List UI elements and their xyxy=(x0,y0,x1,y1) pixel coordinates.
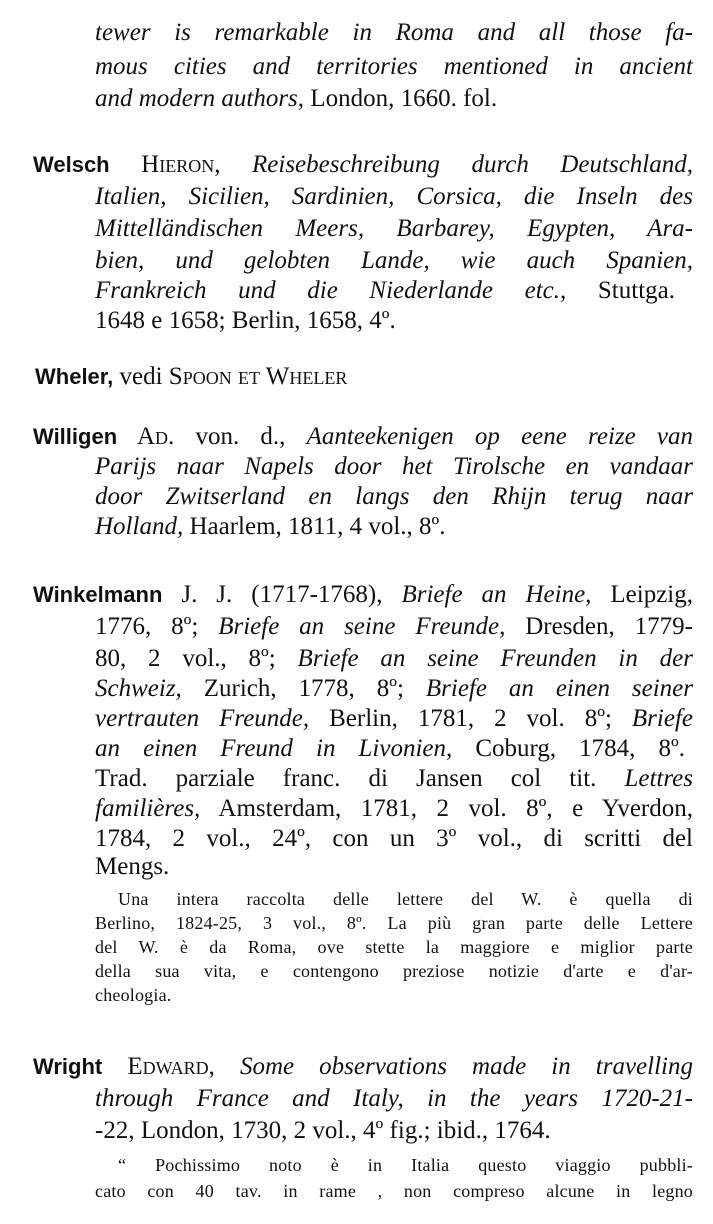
text-segment: 1776, 8º; xyxy=(95,613,219,640)
text-line xyxy=(95,612,693,642)
text-segment: Lettres xyxy=(624,765,693,792)
text-segment: Briefe an seine Freunden in der xyxy=(297,645,693,672)
text-segment: Aanteekenigen op eene reize van xyxy=(306,423,693,450)
text-line xyxy=(95,794,693,824)
text-line xyxy=(95,734,685,764)
text-segment: 1648 e 1658; Berlin, 1658, 4º. xyxy=(95,307,396,334)
text-segment: bien, und gelobten Lande, wie auch Spanien, xyxy=(95,247,693,274)
text-line xyxy=(95,644,693,674)
text-segment: familières, xyxy=(95,795,201,822)
text-segment: Dresden, 1779- xyxy=(505,613,693,640)
text-line xyxy=(95,214,693,244)
note-line xyxy=(95,1180,693,1202)
text-segment: della sua vita, e contengono preziose notizie d'arte e d'ar- xyxy=(95,961,693,981)
text-line xyxy=(95,246,693,276)
text-segment: Briefe an einen seiner xyxy=(425,675,693,702)
text-line xyxy=(95,452,693,482)
text-segment: and modern authors, xyxy=(95,85,305,112)
entry-heading-line xyxy=(33,422,693,452)
text-segment: tewer is remarkable in Roma and all those fa- xyxy=(95,19,693,46)
note-line xyxy=(118,1154,693,1176)
text-segment: vertrauten Freunde, xyxy=(95,705,310,732)
text-line xyxy=(95,674,693,704)
text-segment: Coburg, 1784, 8º. xyxy=(452,735,685,762)
text-segment: Zurich, 1778, 8º; xyxy=(181,675,426,702)
text-segment: 80, 2 vol., 8º; xyxy=(95,645,298,672)
text-segment: cheologia. xyxy=(95,985,172,1005)
text-line xyxy=(95,852,169,882)
text-segment: von. d., xyxy=(195,423,307,450)
text-segment: Mengs. xyxy=(95,853,170,880)
text-segment: Leipzig, xyxy=(591,581,693,608)
text-segment: Mittelländischen Meers, Barbarey, Egypten, Ara- xyxy=(95,215,693,242)
note-line xyxy=(95,936,693,958)
text-segment: vedi xyxy=(113,363,169,390)
text-segment: London, 1730, 2 vol., 4º fig.; ibid., 1764. xyxy=(134,1117,551,1144)
text-segment: Haarlem, 1811, 4 vol., 8º. xyxy=(183,513,446,540)
note-line xyxy=(95,912,693,934)
text-segment: Stuttga. xyxy=(566,277,675,304)
text-segment: Ad. xyxy=(117,423,196,450)
text-line xyxy=(95,306,396,336)
text-segment: cato con 40 tav. in rame , non compreso alcune in legno xyxy=(95,1181,693,1201)
entry-heading: Welsch xyxy=(33,152,110,177)
text-segment: J. J. (1717-1768), xyxy=(162,581,402,608)
text-line xyxy=(95,182,693,212)
text-segment: del W. è da Roma, ove stette la maggiore e miglior parte xyxy=(95,937,693,957)
entry-heading: Willigen xyxy=(33,424,118,449)
text-line xyxy=(95,1084,693,1114)
text-line xyxy=(95,18,693,48)
note-line xyxy=(95,960,693,982)
text-segment: Some observations made in travelling xyxy=(239,1053,693,1080)
text-segment: “ Pochissimo noto è in Italia questo viaggio pubbli- xyxy=(118,1155,693,1175)
entry-heading: Wheler, xyxy=(35,364,114,389)
text-segment: Parijs naar Napels door het Tirolsche en vandaar xyxy=(95,453,693,480)
text-segment: door Zwitserland en langs den Rhijn terug naar xyxy=(95,483,693,510)
text-segment: Amsterdam, 1781, 2 vol. 8º, e Yverdon, xyxy=(200,795,693,822)
entry-heading-line xyxy=(35,362,347,392)
text-line xyxy=(95,824,693,854)
text-segment: Spoon et Wheler xyxy=(168,363,348,390)
text-segment: Frankreich und die Niederlande etc., xyxy=(95,277,567,304)
entry-heading: Wright xyxy=(33,1054,103,1079)
entry-heading-line xyxy=(33,580,693,610)
entry-heading: Winkelmann xyxy=(33,582,163,607)
text-segment: Una intera raccolta delle lettere del W. è quella di xyxy=(118,889,693,909)
text-segment: Briefe an seine Freunde, xyxy=(218,613,506,640)
text-segment: Briefe xyxy=(631,705,693,732)
note-line xyxy=(95,984,171,1006)
text-segment: Schweiz, xyxy=(95,675,182,702)
text-segment: -22, xyxy=(95,1117,135,1144)
text-line xyxy=(95,704,693,734)
text-line xyxy=(95,1116,551,1146)
text-segment: Berlino, 1824-25, 3 vol., 8º. La più gran parte delle Lettere xyxy=(95,913,693,933)
text-line xyxy=(95,512,446,542)
text-segment: Trad. parziale franc. di Jansen col tit. xyxy=(95,765,625,792)
text-segment: Edward, xyxy=(102,1053,240,1080)
text-segment: Reisebeschreibung durch Deutschland, xyxy=(252,151,693,178)
text-line xyxy=(95,482,693,512)
note-line xyxy=(118,888,693,910)
entry-heading-line xyxy=(33,150,693,180)
text-segment: Hieron, xyxy=(109,151,252,178)
text-line xyxy=(95,52,693,82)
entry-heading-line xyxy=(33,1052,693,1082)
text-segment: Berlin, 1781, 2 vol. 8º; xyxy=(309,705,632,732)
text-segment: mous cities and territories mentioned in ancient xyxy=(95,53,693,80)
text-segment: through France and Italy, in the years 1720-21- xyxy=(95,1085,693,1112)
text-segment: Italien, Sicilien, Sardinien, Corsica, die Inseln des xyxy=(95,183,693,210)
text-segment: an einen Freund in Livonien, xyxy=(95,735,453,762)
text-segment: London, 1660. fol. xyxy=(304,85,498,112)
text-line xyxy=(95,764,693,794)
text-segment: Holland, xyxy=(95,513,184,540)
text-segment: 1784, 2 vol., 24º, con un 3º vol., di scritti del xyxy=(95,825,693,852)
text-line xyxy=(95,276,675,306)
text-segment: Briefe an Heine, xyxy=(401,581,592,608)
text-line xyxy=(95,84,497,114)
